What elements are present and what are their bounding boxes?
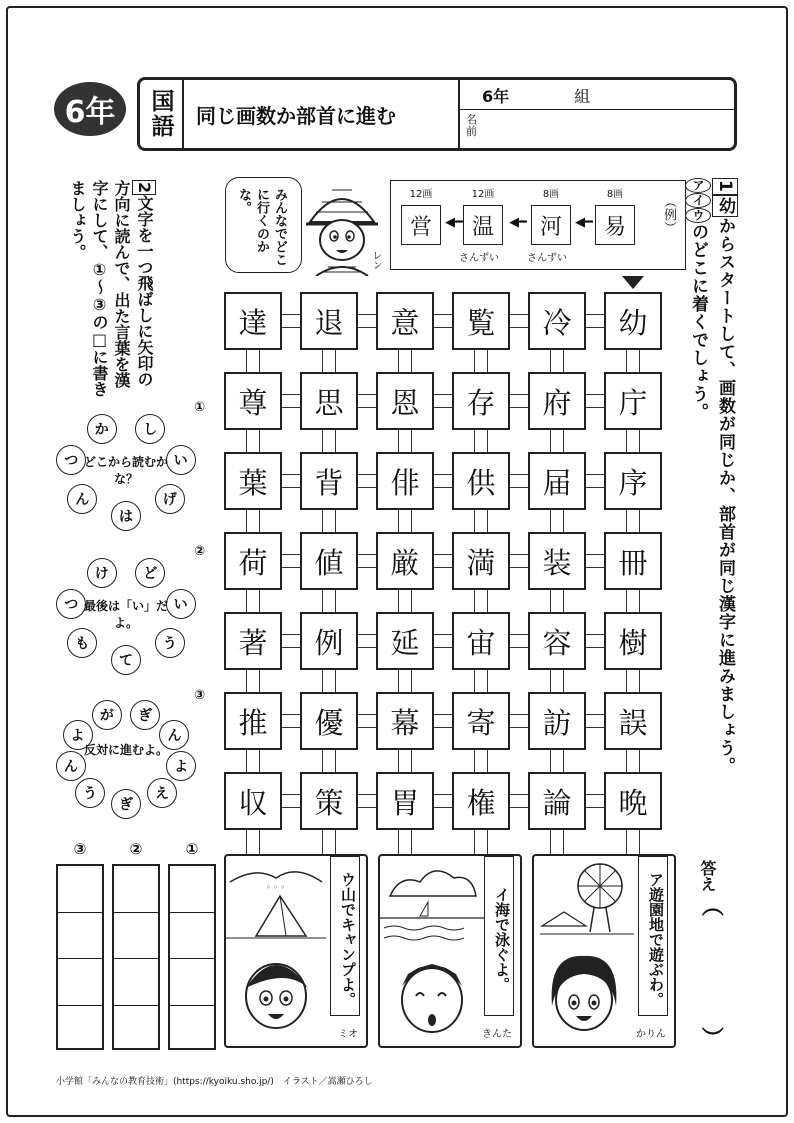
kanji-cell[interactable]: 容 — [528, 612, 586, 670]
name-label: 名前 — [466, 113, 477, 138]
kanji-cell[interactable]: 厳 — [376, 532, 434, 590]
answer-box[interactable] — [58, 959, 102, 1006]
kanji-cell[interactable]: 寄 — [452, 692, 510, 750]
start-triangle-icon — [622, 276, 644, 289]
letter-bead: て — [111, 645, 141, 675]
example-kanji: 河 — [531, 205, 571, 245]
example-strokes: 12画 — [409, 189, 433, 200]
answer-box[interactable] — [58, 1006, 102, 1053]
example-reading: さんずい — [527, 253, 567, 264]
letter-bead: ど — [135, 558, 165, 588]
letter-bead: ぎ — [130, 700, 160, 730]
kanji-cell[interactable]: 満 — [452, 532, 510, 590]
letter-bead: え — [147, 778, 177, 808]
answer-box[interactable] — [114, 913, 158, 960]
question-number-2: 2 — [132, 180, 156, 195]
letter-bead: け — [87, 558, 117, 588]
answer-box[interactable] — [170, 959, 214, 1006]
answer-column-label: ③ — [73, 840, 87, 858]
class-label: 組 — [574, 87, 591, 106]
puzzle-hint: どこから読むかな？ — [84, 455, 169, 486]
letter-bead: が — [92, 700, 122, 730]
kanji-cell[interactable]: 推 — [224, 692, 282, 750]
letter-bead: つ — [56, 445, 86, 475]
answer-box[interactable] — [114, 866, 158, 913]
grade-badge: 6年 — [54, 82, 126, 136]
kanji-cell[interactable]: 思 — [300, 372, 358, 430]
example-strokes: 12画 — [471, 189, 495, 200]
puzzle-hint: 最後は「い」だよ。 — [84, 599, 169, 630]
kanji-cell[interactable]: 権 — [452, 772, 510, 830]
svg-text:◦ ◦ ◦: ◦ ◦ ◦ — [266, 883, 286, 892]
instruction-2-text: 文字を一つ飛ばしに矢印の方向に読んで、出た言葉を漢字にして、①～③の□に書きましょう。 — [68, 180, 154, 397]
letter-bead: よ — [166, 751, 196, 781]
letter-bead: う — [75, 778, 105, 808]
example-kanji: 営 — [401, 205, 441, 245]
kanji-cell[interactable]: 著 — [224, 612, 282, 670]
panel-sea — [378, 854, 522, 1048]
kanji-cell[interactable]: 序 — [604, 452, 662, 510]
kanji-cell[interactable]: 俳 — [376, 452, 434, 510]
letter-bead: い — [166, 589, 196, 619]
kanji-cell[interactable]: 値 — [300, 532, 358, 590]
answer-box[interactable] — [170, 1006, 214, 1053]
letter-bead: か — [87, 414, 117, 444]
puzzle-hint: 反対に進むよ。 — [84, 743, 169, 757]
kanji-cell[interactable]: 幕 — [376, 692, 434, 750]
name-area — [458, 80, 734, 148]
answer-column — [56, 864, 104, 1050]
answer-box[interactable] — [58, 866, 102, 913]
choice-i: イ — [685, 193, 711, 208]
kanji-cell[interactable]: 冊 — [604, 532, 662, 590]
letter-bead: う — [155, 628, 185, 658]
instruction-1-line-2: のどこに着くでしょう。 — [688, 223, 708, 421]
choice-a: ア — [685, 178, 711, 193]
kanji-cell[interactable]: 訪 — [528, 692, 586, 750]
kanji-cell[interactable]: 荷 — [224, 532, 282, 590]
answer-close: ） — [698, 1026, 724, 1049]
letter-bead: は — [111, 501, 141, 531]
speech-bubble — [225, 177, 302, 273]
kanji-cell[interactable]: 収 — [224, 772, 282, 830]
instruction-1 — [712, 178, 738, 858]
letter-bead: よ — [63, 720, 93, 750]
kanji-cell[interactable]: 庁 — [604, 372, 662, 430]
letter-bead: つ — [56, 589, 86, 619]
kanji-cell[interactable]: 冷 — [528, 292, 586, 350]
kanji-cell[interactable]: 装 — [528, 532, 586, 590]
kanji-cell[interactable]: 達 — [224, 292, 282, 350]
choice-u: ウ — [685, 208, 711, 223]
kanji-cell[interactable]: 延 — [376, 612, 434, 670]
kanji-cell[interactable]: 誤 — [604, 692, 662, 750]
kanji-cell[interactable]: 届 — [528, 452, 586, 510]
letter-bead: い — [166, 445, 196, 475]
answer-column — [168, 864, 216, 1050]
destination-i: イ海で泳ぐよ。 — [484, 856, 514, 1016]
letter-bead: ん — [56, 751, 86, 781]
answer-box[interactable] — [170, 866, 214, 913]
destination-u: ウ山でキャンプよ。 — [330, 856, 360, 1016]
instruction-1b — [685, 178, 711, 578]
letter-bead: も — [67, 628, 97, 658]
kanji-cell[interactable]: 宙 — [452, 612, 510, 670]
class-field[interactable] — [460, 80, 734, 110]
kanji-cell[interactable]: 樹 — [604, 612, 662, 670]
bubble-text: みんなでどこに行くのかな。 — [236, 188, 287, 266]
example-strokes: 8画 — [542, 189, 560, 200]
destination-a: ア遊園地で遊ぶわ。 — [638, 856, 668, 1016]
example-reading: さんずい — [459, 253, 499, 264]
answer-open: （ — [698, 894, 724, 917]
speaker-name: レン — [370, 250, 381, 270]
kanji-cell[interactable]: 背 — [300, 452, 358, 510]
kanji-cell[interactable]: 存 — [452, 372, 510, 430]
footer-credit: 小学館「みんなの教育技術」(https://kyoiku.sho.jp/) イラスト／嵩瀬ひろし — [56, 1077, 373, 1087]
kanji-cell[interactable]: 供 — [452, 452, 510, 510]
letter-bead: ん — [159, 720, 189, 750]
example-label: （例） — [661, 195, 676, 234]
letter-bead: ぎ — [111, 789, 141, 819]
kanji-cell[interactable]: 尊 — [224, 372, 282, 430]
puzzle-number: ③ — [194, 688, 206, 703]
kanji-cell[interactable]: 晩 — [604, 772, 662, 830]
kanji-cell[interactable]: 意 — [376, 292, 434, 350]
answer-column — [112, 864, 160, 1050]
character-name: ミオ — [338, 1029, 358, 1040]
kanji-cell[interactable]: 優 — [300, 692, 358, 750]
subject-label: 国語 — [140, 80, 184, 148]
answer-box[interactable] — [170, 913, 214, 960]
header-box — [137, 77, 737, 151]
kanji-cell[interactable]: 恩 — [376, 372, 434, 430]
example-kanji: 温 — [463, 205, 503, 245]
instruction-1-line-1: からスタートして、画数が同じか、部首が同じ漢字に進みましょう。 — [715, 216, 735, 775]
panel-camp — [224, 854, 368, 1048]
example-kanji: 易 — [595, 205, 635, 245]
question-number-1: 1 — [712, 178, 738, 195]
character-name: きんた — [482, 1029, 512, 1040]
kanji-cell[interactable]: 策 — [300, 772, 358, 830]
answer-label: 答え — [698, 860, 717, 892]
puzzle-number: ② — [194, 544, 206, 559]
kanji-cell[interactable]: 覧 — [452, 292, 510, 350]
answer-column-label: ① — [185, 840, 199, 858]
arrow-left-icon: ◀━ — [575, 215, 593, 230]
arrow-left-icon: ◀━ — [445, 215, 463, 230]
instruction-2 — [66, 180, 156, 400]
letter-bead: ん — [67, 484, 97, 514]
kanji-cell[interactable]: 例 — [300, 612, 358, 670]
kanji-cell[interactable]: 葉 — [224, 452, 282, 510]
answer-box[interactable] — [114, 959, 158, 1006]
arrow-left-icon: ◀━ — [509, 215, 527, 230]
answer-box[interactable] — [58, 913, 102, 960]
grade-label: 6年 — [482, 87, 510, 106]
kanji-cell[interactable]: 退 — [300, 292, 358, 350]
start-kanji: 幼 — [712, 195, 738, 217]
kanji-cell[interactable]: 胃 — [376, 772, 434, 830]
letter-bead: し — [135, 414, 165, 444]
example-strokes: 8画 — [606, 189, 624, 200]
puzzle-number: ① — [194, 400, 206, 415]
kanji-cell[interactable]: 論 — [528, 772, 586, 830]
page-title: 同じ画数か部首に進む — [196, 104, 396, 128]
kanji-cell[interactable]: 幼 — [604, 292, 662, 350]
answer-box[interactable] — [114, 1006, 158, 1053]
answer-column-label: ② — [129, 840, 143, 858]
character-name: かりん — [636, 1029, 666, 1040]
example-box — [390, 180, 686, 270]
kanji-cell[interactable]: 府 — [528, 372, 586, 430]
letter-bead: げ — [155, 484, 185, 514]
panel-amusement-park — [532, 854, 676, 1048]
